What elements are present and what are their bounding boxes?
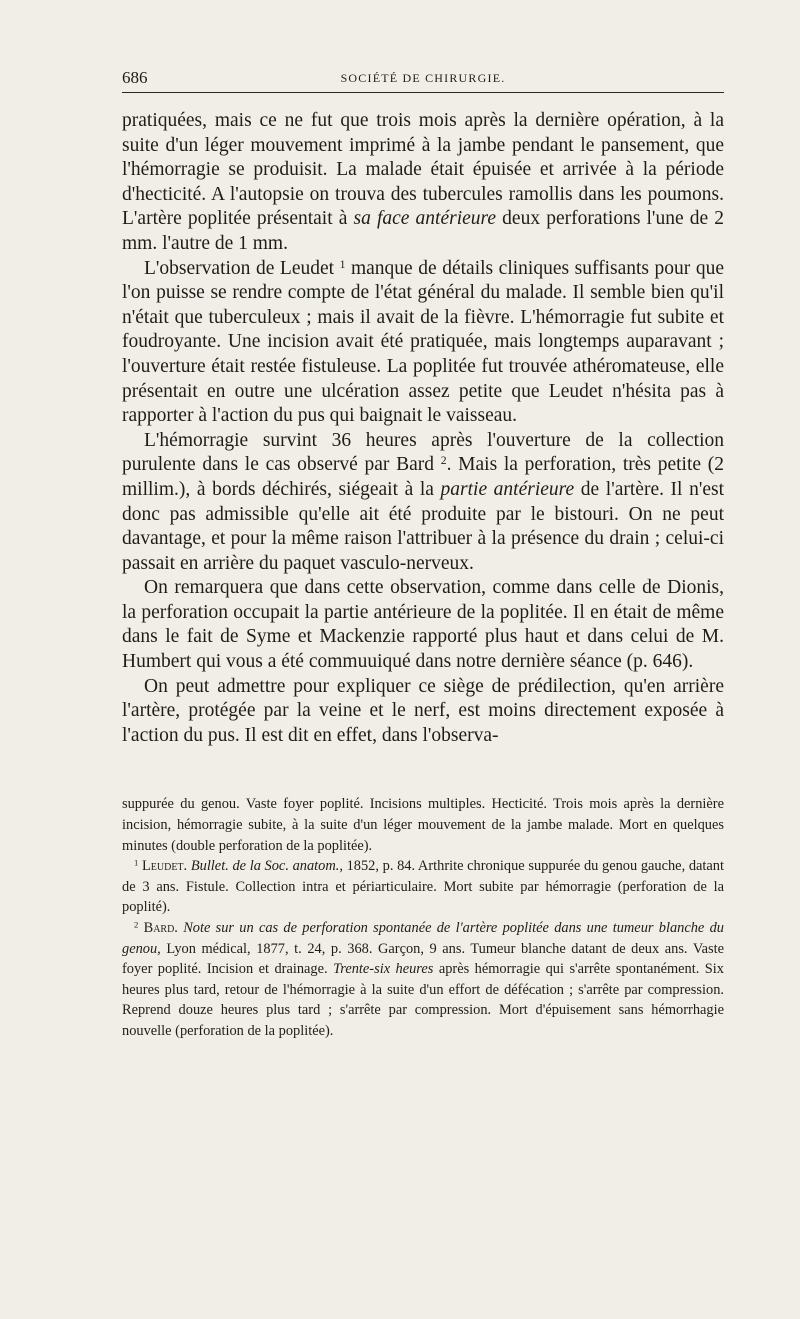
page-number: 686 [122, 68, 148, 87]
paragraph-1-italic: sa face antérieure [353, 208, 497, 230]
paragraph-2-text: manque de détails cliniques suffisants pour que l'on puisse se rendre compte de l'état général du malade. Il semble bien qu'il n'était que tuberculeux ; mais il avait de la fièvre. L'hémorragie fut subite et foudroyante. Une incision avait été pratiquée, mais longtemps auparavant ; l'ouverture était restée fistuleuse. La poplitée fut trouvée athéromateuse, elle présentait en outre une ulcération assez petite que Leudet n'hésita pas à rapporter à l'action du pus qui baignait le vaisseau. [122, 257, 724, 427]
paragraph-3-italic: partie antérieure [440, 478, 575, 500]
paragraph-1 [122, 109, 724, 257]
book-page [122, 66, 724, 1042]
footnote-1 [122, 856, 724, 918]
paragraph-5: On peut admettre pour expliquer ce siège de prédilection, qu'en arrière l'artère, protégée par la veine et le nerf, est moins directement exposée à l'action du pus. Il est dit en effet, dans l'observa- [122, 675, 724, 746]
footnote-2 [122, 918, 724, 1042]
footnote-1-marker: 1 [134, 857, 139, 868]
footnote-ref-1: 1 [339, 257, 346, 271]
footnote-continuation: suppurée du genou. Vaste foyer poplité. Incisions multiples. Hecticité. Trois mois après la dernière incision, hémorragie subite, à la suite d'un léger mouvement de la jambe malade. Mort en quelques minutes (double perforation de la poplitée). [122, 796, 724, 854]
paragraph-4: On remarquera que dans cette observation, comme dans celle de Dionis, la perforation occupait la partie antérieure de la poplitée. Il en était de même dans le fait de Syme et Mackenzie rapporté plus haut et dans celui de M. Humbert qui vous a été commuuiqué dans notre dernière séance (p. 646). [122, 577, 724, 673]
footnote-2-italic-2: Trente-six heures [333, 961, 434, 978]
paragraph-1-end: deux perforations l'une de 2 mm. l'autre de 1 mm. [122, 208, 724, 254]
paragraph-3 [122, 429, 724, 577]
main-text [122, 109, 724, 748]
paragraph-2 [122, 257, 724, 429]
footnote-ref-2: 2 [440, 454, 447, 468]
page-header [122, 66, 724, 93]
running-title: SOCIÉTÉ DE CHIRURGIE. [340, 71, 506, 85]
footnote-2-text-2: après hémorragie qui s'arrête spontanément. Six heures plus tard, retour de l'hémorragie à la suite d'un effort de défécation ; s'arrête par compression. Reprend douze heures plus tard ; s'arrête par compression. Mort d'épuisement sans hémorrhagie nouvelle (perforation de la poplitée). [122, 961, 724, 1039]
footnote-2-title: Note sur un cas de perforation spontanée de l'artère poplitée dans une tumeur blanche du genou [122, 920, 724, 957]
footnote-2-text-1: , Lyon médical, 1877, t. 24, p. 368. Garçon, 9 ans. Tumeur blanche datant de deux ans. Vaste foyer poplité. Incision et drainage. [122, 940, 724, 978]
paragraph-3-end: de l'artère. Il n'est donc pas admissible qu'elle ait été produite par le bistouri. On ne peut davantage, et pour la même raison l'attribuer à la présence du drain ; celui-ci passait en arrière du paquet vasculo-nerveux. [122, 478, 724, 574]
footnotes [122, 794, 724, 1041]
footnote-1-text: , 1852, p. 84. Arthrite chronique suppurée du genou gauche, datant de 3 ans. Fistule. Collection intra et périarticulaire. Mort subite par hémorragie (perforation de la poplité). [122, 858, 724, 916]
paragraph-3-mid: . Mais la perforation, très petite (2 millim.), à bords déchirés, siégeait à la [122, 454, 724, 500]
paragraph-3-start: L'hémorragie survint 36 heures après l'ouverture de la collection purulente dans le cas observé par Bard [122, 429, 724, 476]
paragraph-2-start: L'observation de Leudet [144, 257, 340, 279]
footnote-2-marker: 2 [134, 919, 139, 930]
footnote-1-author: Leudet. [141, 858, 188, 875]
footnote-2-author: Bard. [143, 920, 178, 936]
paragraph-1-text: pratiquées, mais ce ne fut que trois mois après la dernière opération, à la suite d'un léger mouvement imprimé à la jambe pendant le pansement, que l'hémorragie se produisit. La malade était épuisée et arrivée à la période d'hecticité. A l'autopsie on trouva des tubercules ramollis dans les poumons. L'artère poplitée présentait à [122, 110, 724, 230]
footnote-1-title: Bullet. de la Soc. anatom. [190, 858, 340, 875]
